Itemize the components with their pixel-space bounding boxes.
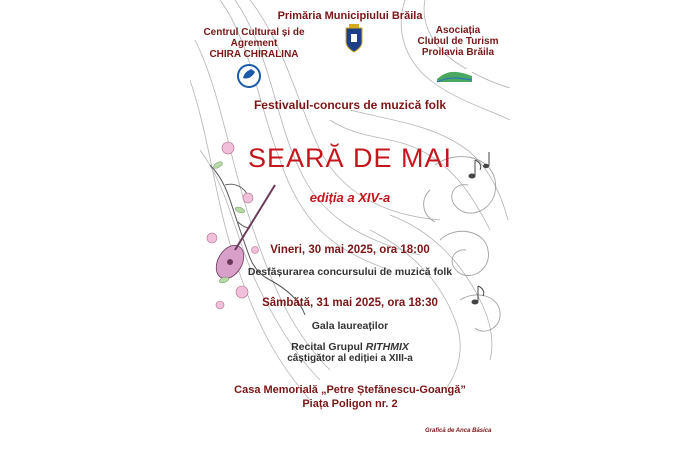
edition-label: ediția a XIV-a: [309, 190, 391, 205]
proilavia-logo-icon: [437, 69, 472, 82]
asociatia-line-3: Proilavia Brăila: [421, 47, 495, 58]
day1-event: Desfășurarea concursului de muzică folk: [247, 266, 453, 278]
recital-band: RITHMIX: [365, 341, 409, 353]
day2-recital: [190, 341, 510, 353]
day2-winner: câștigător al ediției a XIII-a: [287, 353, 413, 364]
centru-cultural-label: [198, 27, 310, 60]
music-note-icon: [469, 152, 490, 305]
artwork-credit: Grafică de Anca Băsica: [425, 428, 492, 434]
festival-subtitle: Festivalul-concurs de muzică folk: [253, 98, 447, 112]
day2-gala: Gala laureaților: [311, 320, 389, 332]
centru-line-3: CHIRA CHIRALINA: [209, 49, 299, 60]
venue-name: Casa Memorială „Petre Ștefănescu-Goangă”: [234, 384, 466, 396]
venue-address: Piața Poligon nr. 2: [302, 398, 398, 410]
day2-date: Sâmbătă, 31 mai 2025, ora 18:30: [262, 297, 438, 309]
coat-of-arms-icon: [346, 24, 362, 52]
asociatia-line-2: Clubul de Turism: [417, 36, 499, 47]
poster: [190, 0, 510, 450]
poster-title: SEARĂ DE MAI: [247, 143, 453, 173]
primaria-heading: Primăria Municipiului Brăila: [277, 10, 423, 22]
asociatia-line-1: Asociația: [435, 25, 481, 36]
centru-line-1: Centrul Cultural și de: [203, 27, 305, 38]
centru-line-2: Agrement: [230, 38, 278, 49]
asociatia-label: [410, 25, 506, 58]
folk-illustration: [190, 0, 510, 450]
centru-logo-icon: [238, 65, 260, 87]
recital-prefix: Recital Grupul: [291, 341, 366, 353]
day1-date: Vineri, 30 mai 2025, ora 18:00: [270, 244, 430, 256]
